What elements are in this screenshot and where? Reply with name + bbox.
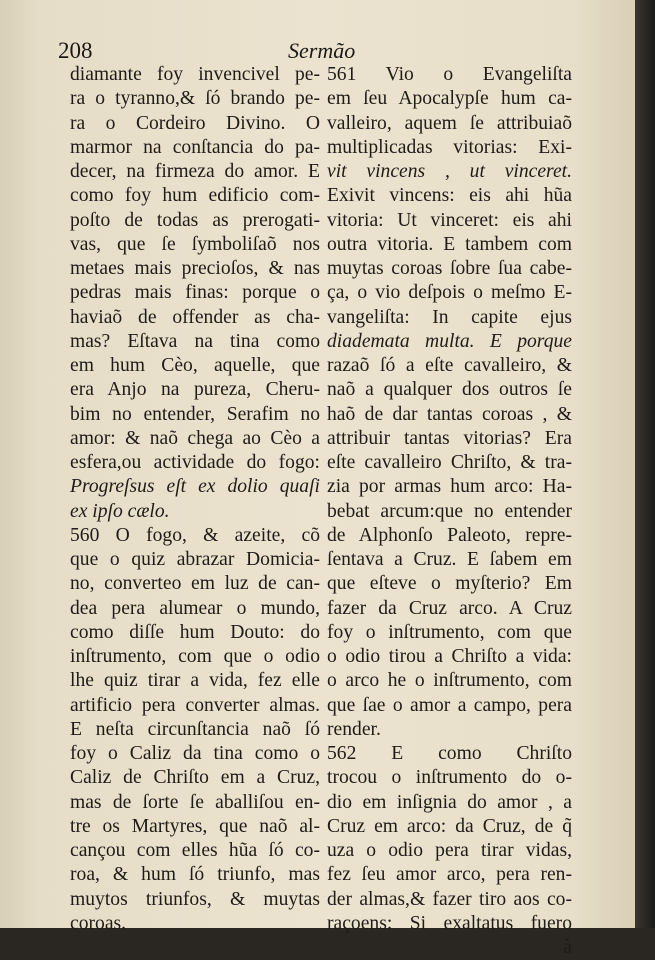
- text-line: tre os Martyres, que naõ al-: [70, 815, 320, 837]
- text-line: inſtrumento, com que o odio: [70, 646, 320, 667]
- text-line: haviaõ de offender as cha-: [70, 306, 320, 328]
- text-line: 560 O fogo, & azeite, cõ: [70, 524, 320, 546]
- text-line: bebat arcum:que no entender: [327, 500, 572, 522]
- running-title: Sermão: [288, 38, 356, 63]
- text-line: no, converteo em luz de can-: [70, 573, 320, 595]
- text-line: 562 E como Chriſto: [327, 743, 572, 764]
- text-line: roa, & hum ſó triunfo, mas: [70, 864, 320, 886]
- right-text-column: [327, 63, 572, 960]
- page-header: [58, 38, 578, 64]
- text-line: foy o inſtrumento, com que: [327, 621, 572, 643]
- text-line: em ſeu Apocalypſe hum ca-: [327, 88, 572, 110]
- text-line: Caliz de Chriſto em a Cruz,: [70, 767, 320, 789]
- text-line: der almas,& fazer tiro aos co-: [327, 888, 572, 910]
- text-line: à: [563, 937, 572, 958]
- text-line: como diſſe hum Douto: do: [70, 621, 320, 643]
- text-line: vit vincens , ut vinceret.: [327, 161, 572, 182]
- text-line: que o quiz abrazar Domicia-: [70, 549, 320, 570]
- text-line: fazer da Cruz arco. A Cruz: [327, 597, 572, 619]
- text-line: coroas.: [70, 912, 127, 934]
- text-line: Exivit vincens: eis ahi hũa: [327, 185, 572, 207]
- text-line: de Alphonſo Paleoto, repre-: [327, 524, 572, 546]
- text-line: E neſta circunſtancia naõ ſó: [70, 718, 320, 740]
- text-line: attribuir tantas vitorias? Era: [327, 427, 572, 449]
- text-line: que ſae o amor a campo, pera: [327, 694, 572, 716]
- text-line: ça, o vio deſpois o meſmo E-: [327, 282, 572, 304]
- text-line: ra o tyranno,& ſó brando pe-: [70, 88, 320, 110]
- text-line: esfera,ou actividade do fogo:: [70, 452, 320, 473]
- text-line: mas de ſorte ſe aballiſou en-: [70, 791, 320, 813]
- text-line: poſto de todas as prerogati-: [70, 209, 320, 231]
- text-line: valleiro, aquem ſe attribuiaõ: [327, 112, 572, 134]
- text-line: trocou o inſtrumento do o-: [327, 767, 572, 789]
- text-line: zia por armas hum arco: Ha-: [327, 476, 572, 498]
- text-line: muytas coroas ſobre ſua cabe-: [327, 258, 572, 279]
- text-line: razaõ ſó a eſte cavalleiro, &: [327, 355, 572, 376]
- text-line: o odio tirou a Chriſto a vida:: [327, 646, 572, 667]
- text-line: eſte cavalleiro Chriſto, & tra-: [327, 452, 572, 473]
- text-line: como foy hum edificio com-: [70, 185, 320, 207]
- text-line: vas, que ſe ſymboliſaõ nos: [70, 233, 320, 255]
- text-line: dea pera alumear o mundo,: [70, 597, 320, 619]
- text-line: bim no entender, Serafim no: [70, 403, 320, 425]
- text-line: raçoens: Si exaltatus fuero: [327, 912, 572, 934]
- text-line: amor: & naõ chega ao Cèo a: [70, 427, 320, 449]
- text-line: lhe quiz tirar a vida, fez elle: [70, 670, 320, 692]
- text-line: vitoria: Ut vinceret: eis ahi: [327, 209, 572, 231]
- text-line: dio em inſignia do amor , a: [327, 791, 572, 813]
- text-line: haõ de dar tantas coroas , &: [327, 403, 572, 425]
- text-line: era Anjo na pureza, Cheru-: [70, 379, 320, 401]
- text-line: vangeliſta: In capite ejus: [327, 306, 572, 328]
- page-number: 208: [58, 38, 93, 63]
- text-line: artificio pera converter almas.: [70, 694, 320, 716]
- text-line: outra vitoria. E tambem com: [327, 233, 572, 255]
- text-line: diademata multa. E porque: [327, 330, 572, 352]
- text-line: naõ a qualquer dos outros ſe: [327, 379, 572, 401]
- text-line: marmor na conſtancia do pa-: [70, 136, 320, 158]
- text-line: ſentava a Cruz. E ſabem em: [327, 549, 572, 570]
- text-line: foy o Caliz da tina como o: [70, 743, 320, 764]
- text-line: decer, na firmeza do amor. E: [70, 161, 320, 182]
- text-line: 561 Vio o Evangeliſta: [327, 64, 572, 85]
- text-line: muytos triunfos, & muytas: [70, 888, 320, 910]
- text-line: render.: [327, 718, 381, 740]
- text-line: em hum Cèo, aquelle, que: [70, 355, 320, 376]
- text-line: metaes mais precioſos, & nas: [70, 258, 320, 279]
- book-edge-shadow: [635, 0, 655, 928]
- text-line: cançou com elles hũa ſó co-: [70, 840, 320, 861]
- text-line: ra o Cordeiro Divino. O: [70, 112, 320, 134]
- text-line: multiplicadas vitorias: Exi-: [327, 136, 572, 158]
- text-line: uza o odio pera tirar vidas,: [327, 840, 572, 861]
- text-line: Progreſsus eſt ex dolio quaſi: [70, 476, 320, 498]
- text-line: mas? Eſtava na tina como: [70, 330, 320, 352]
- text-line: pedras mais finas: porque o: [70, 282, 320, 304]
- text-line: o arco he o inſtrumento, com: [327, 670, 572, 692]
- text-line: diamante foy invencivel pe-: [70, 64, 320, 85]
- text-line: Cruz em arco: da Cruz, de q̃: [327, 815, 572, 837]
- text-line: fez ſeu amor arco, pera ren-: [327, 864, 572, 886]
- text-line: ex ipſo cælo.: [70, 500, 170, 522]
- text-line: que eſteve o myſterio? Em: [327, 573, 572, 595]
- left-text-column: [70, 63, 320, 936]
